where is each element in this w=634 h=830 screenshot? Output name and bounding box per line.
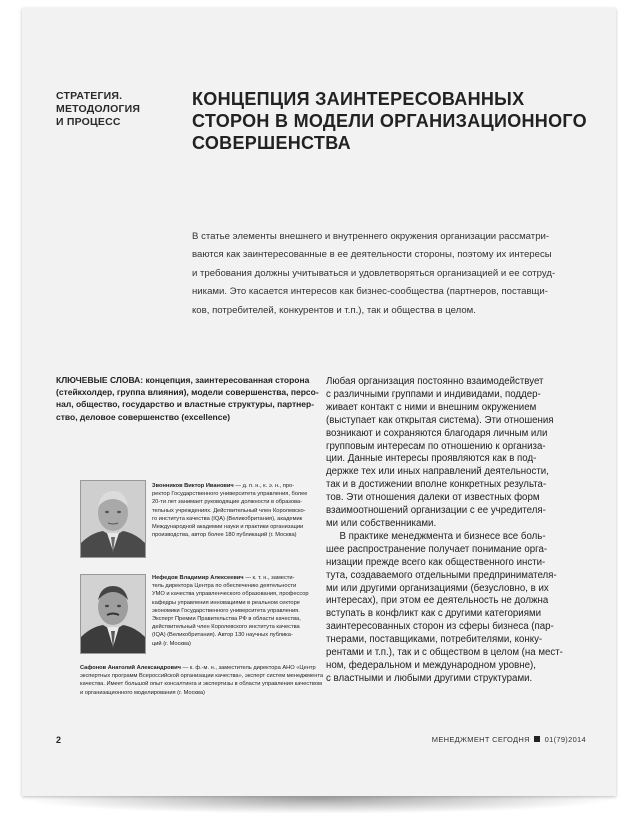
body-line: интересах), при этом ее деятельность не должна	[326, 595, 549, 607]
body-line: тута, создаваемого отдельными предпринимателя-	[326, 569, 557, 581]
body-line: (выступает как открытая система). Эти отношения	[326, 414, 554, 426]
body-line: ми или другими организациями (безусловно, в их	[326, 582, 549, 594]
body-line: заинтересованных сторон из сферы бизнеса (пар-	[326, 621, 554, 633]
section-label	[56, 90, 186, 129]
bio-line: и организационного моделирования (г. Москва)	[80, 689, 205, 696]
body-line: держке тех или иных направлений деятельности,	[326, 466, 549, 478]
lead-line: ваются как заинтересованные в ее деятельности стороны, поэтому их интересы	[192, 249, 552, 261]
bio-line: ректор Государственного университета управления, более	[152, 491, 308, 498]
bio-line: экспертных программ Всероссийской организации качества», эксперт систем менеджмента	[80, 673, 324, 680]
bio-line: экономики Государственного университета управления.	[152, 607, 300, 614]
title-line: СОВЕРШЕНСТВА	[192, 133, 351, 153]
body-line: так и в достижении вполне конкретных результа-	[326, 479, 547, 491]
bio-line	[80, 664, 326, 672]
keywords-line: КЛЮЧЕВЫЕ СЛОВА: концепция, заинтересованная сторона	[56, 375, 310, 385]
bio-text: — д. п. н., к. э. н., про-	[233, 483, 295, 489]
article-lead	[192, 228, 576, 320]
lead-line: никами. Это касается интересов как бизнес-сообщества (партнеров, поставщи-	[192, 286, 548, 298]
bio-line: УМО и качества управленческого образования, профессор	[152, 591, 309, 598]
bio-line: действительный член Королевского института качества	[152, 624, 300, 631]
bio-line: Международной академии науки и практики организации	[152, 524, 304, 531]
body-line: ции. Данные интересы проявляются как в под-	[326, 453, 537, 465]
article-title	[192, 88, 587, 154]
body-line: с различными группами и индивидами, поддер-	[326, 388, 541, 400]
lead-line: В статье элементы внешнего и внутреннего окружения организации рассматри-	[192, 231, 550, 242]
bio-line: ций (г. Москва)	[152, 640, 191, 647]
body-line: вступать в конфликт как с другими категориями	[326, 608, 542, 620]
article-body	[326, 376, 578, 686]
author-bio-nefedov	[152, 574, 324, 648]
bio-line: качества. Имеет большой опыт консалтинга и экспертизы в области управления качеством	[80, 681, 322, 688]
section-line: СТРАТЕГИЯ.	[56, 90, 123, 102]
journal-name: МЕНЕДЖМЕНТ СЕГОДНЯ	[431, 735, 530, 744]
bio-line: (IQA) (Великобритания). Автор 130 научных публика-	[152, 632, 293, 639]
keywords-line: (стейкхолдер, группа влияния), модели совершенства, персо-	[56, 387, 319, 398]
body-line: ном, федеральном и международном уровне),	[326, 659, 536, 671]
keywords-line: ство, деловое совершенство (excellence)	[56, 411, 231, 422]
bio-line: кафедры управления инновациями в реальном секторе	[152, 599, 300, 606]
section-line: МЕТОДОЛОГИЯ	[56, 103, 141, 115]
title-line: СТОРОН В МОДЕЛИ ОРГАНИЗАЦИОННОГО	[192, 111, 587, 131]
portrait-image	[81, 481, 145, 557]
journal-footer	[432, 735, 586, 744]
bio-line	[152, 482, 324, 490]
bio-line: Эксперт Премии Правительства РФ в области качества,	[152, 616, 301, 623]
body-line: рентами и т.п.), так и с обществом в целом (на мест-	[326, 647, 563, 659]
body-line: живает контакт с ними и внешним окружением	[326, 401, 537, 413]
page-number: 2	[56, 735, 62, 745]
body-line: Любая организация постоянно взаимодействует	[326, 376, 544, 387]
lead-line: и требования должны учитываться и удовлетворяться организацией и ее сотруд-	[192, 267, 556, 279]
body-line: шее распространение получает понимание орга-	[326, 543, 548, 555]
bio-line: тельных учреждениях. Действительный член Королевско-	[152, 507, 306, 514]
keywords-block	[56, 374, 318, 423]
bio-line: го института качества (IQA) (Великобритания), академик	[152, 515, 303, 522]
author-photo-zvonnikov	[80, 480, 146, 558]
portrait-image	[81, 575, 145, 653]
bio-line	[152, 574, 324, 582]
title-line: КОНЦЕПЦИЯ ЗАИНТЕРЕСОВАННЫХ	[192, 89, 525, 109]
section-line: И ПРОЦЕСС	[56, 116, 121, 128]
body-line: тов. Эти отношения далеки от известных форм	[326, 492, 540, 504]
body-line: низации прежде всего как общественного инсти-	[326, 556, 546, 568]
keywords-line: нал, общество, государство и властные структуры, партнер-	[56, 399, 315, 410]
body-line: В практике менеджмента и бизнесе все боль-	[326, 530, 546, 542]
journal-issue: 01(79)2014	[544, 735, 586, 744]
author-photo-nefedov	[80, 574, 146, 654]
bio-text: — к. ф.-м. н., заместитель директора АНО «Центр	[180, 665, 316, 671]
body-line: с властными и любыми другими структурами.	[326, 672, 533, 684]
body-line: тнерами, поставщиками, потребителями, конку-	[326, 634, 543, 646]
bio-line: тель директора Центра по обеспечению деятельности	[152, 583, 297, 590]
bio-line: 20-ти лет занимает руководящие должности в образова-	[152, 499, 303, 506]
body-line: возникают и сохраняются благодаря личным или	[326, 427, 548, 439]
author-name: Сафонов Анатолий Александрович	[80, 665, 181, 671]
author-bio-safonov	[80, 664, 326, 697]
bio-line: производства, автор более 180 публикаций (г. Москва)	[152, 532, 297, 539]
author-name: Звонников Виктор Иванович	[152, 483, 234, 489]
square-bullet-icon	[534, 736, 540, 742]
author-bio-zvonnikov	[152, 482, 324, 539]
body-line: взаимоотношений организации с ее учредителя-	[326, 505, 546, 517]
body-line: ми или собственниками.	[326, 517, 437, 529]
body-line: групповым интересам по отношению к организа-	[326, 440, 546, 452]
author-name: Нефедов Владимир Алексеевич	[152, 575, 244, 581]
lead-line: ков, потребителей, конкурентов и т.п.), так и общества в целом.	[192, 304, 476, 316]
bio-text: — к. т. н., замести-	[243, 575, 295, 581]
